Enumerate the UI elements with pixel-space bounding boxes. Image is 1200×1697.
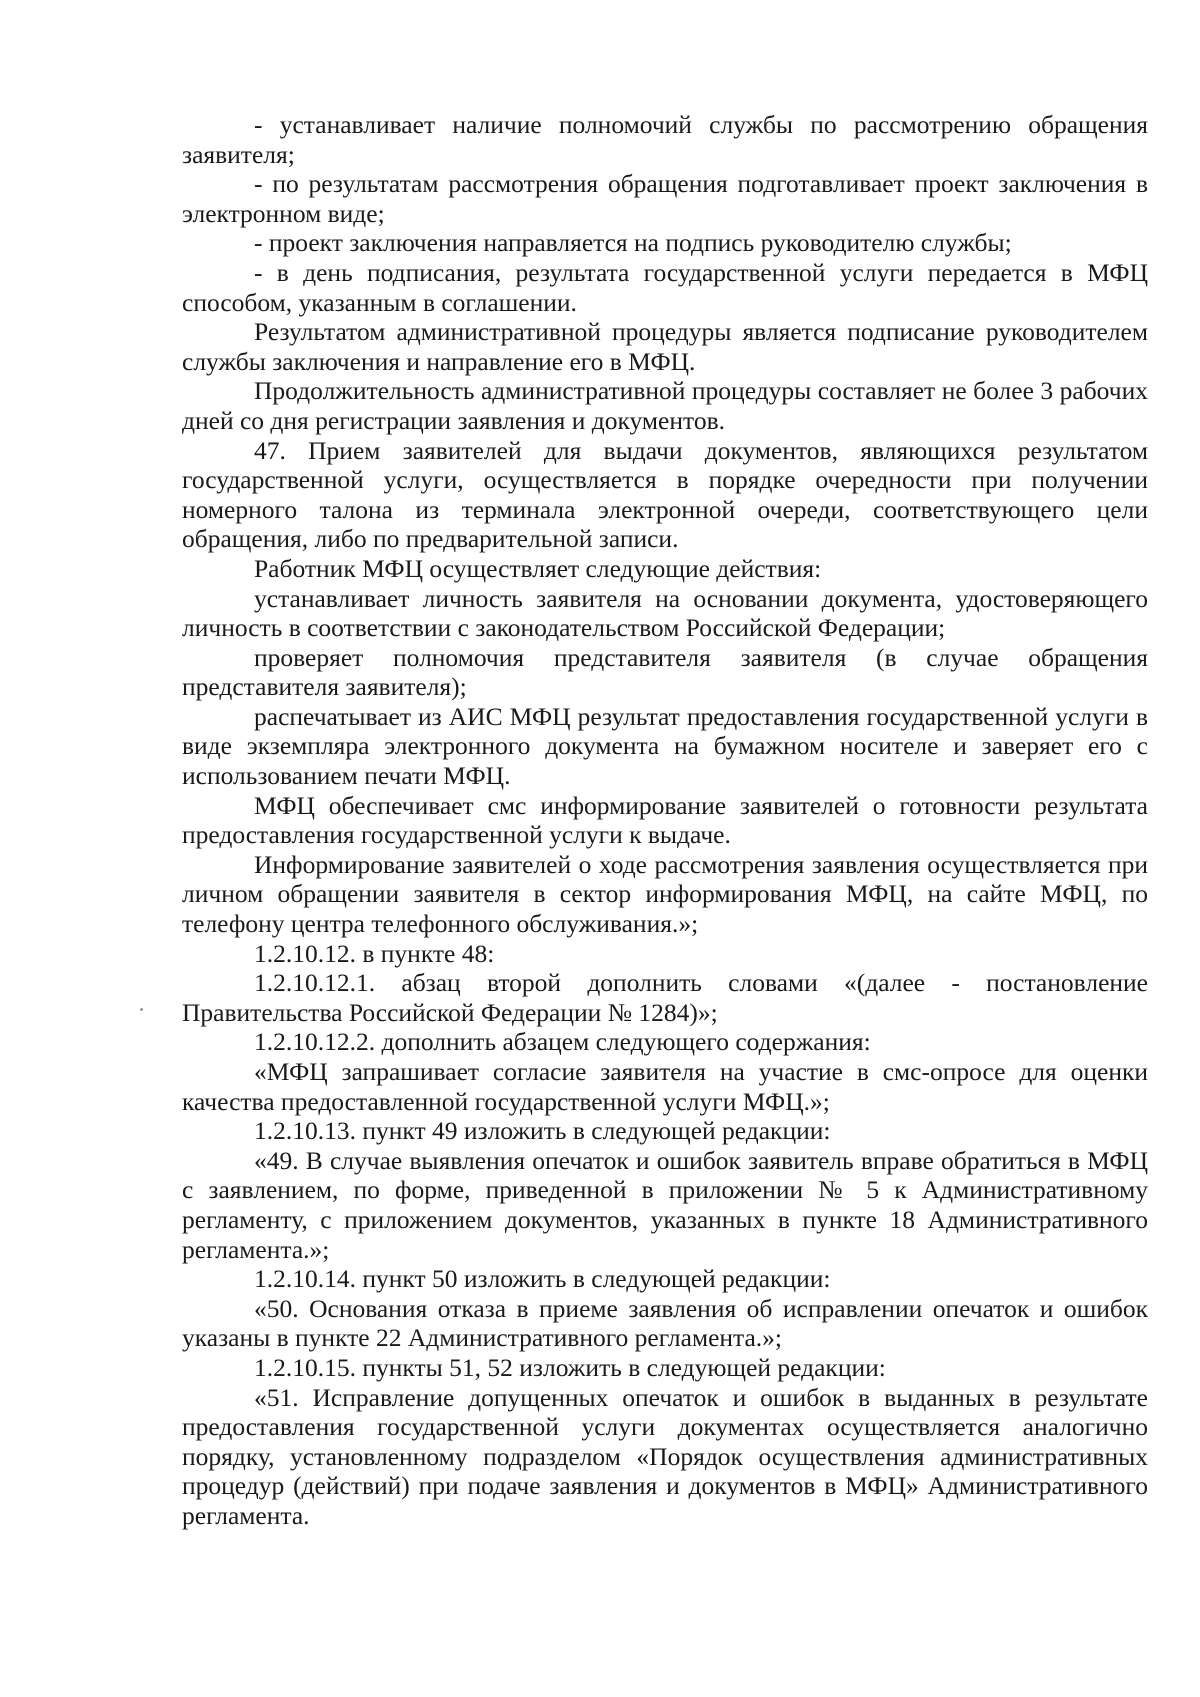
paragraph: - устанавливает наличие полномочий службы по рассмотрению обращения заявителя; — [182, 110, 1148, 169]
paragraph: распечатывает из АИС МФЦ результат предоставления государственной услуги в виде экземпляра электронного документа на бумажном носителе и заверяет его с использованием печати МФЦ. — [182, 701, 1148, 791]
paragraph: 1.2.10.12.1. абзац второй дополнить словами «(далее - постановление Правительства Российской Федерации № 1284)»; — [182, 968, 1148, 1027]
paragraph: - по результатам рассмотрения обращения подготавливает проект заключения в электронном виде; — [182, 169, 1148, 228]
paragraph: 1.2.10.12.2. дополнить абзацем следующего содержания: — [254, 1027, 871, 1057]
paragraph: «51. Исправление допущенных опечаток и ошибок в выданных в результате предоставления государственной услуги документах осуществляется аналогично порядку, установленному подразделом «Порядок осуществления административных процедур (действий) при подаче заявления и документов в МФЦ» Административного регламента. — [182, 1382, 1148, 1530]
document-body — [182, 110, 1148, 1531]
paragraph: - проект заключения направляется на подпись руководителю службы; — [254, 228, 1012, 258]
paragraph: 47. Прием заявителей для выдачи документов, являющихся результатом государственной услуги, осуществляется в порядке очередности при получении номерного талона из терминала электронной очереди, соответствующего цели обращения, либо по предварительной записи. — [182, 435, 1148, 554]
paragraph: Работник МФЦ осуществляет следующие действия: — [254, 553, 822, 583]
paragraph: Результатом административной процедуры является подписание руководителем службы заключения и направление его в МФЦ. — [182, 317, 1148, 376]
paragraph: 1.2.10.14. пункт 50 изложить в следующей редакции: — [254, 1264, 831, 1294]
paragraph: проверяет полномочия представителя заявителя (в случае обращения представителя заявителя); — [182, 642, 1148, 702]
paragraph: 1.2.10.12. в пункте 48: — [254, 938, 495, 968]
paragraph: устанавливает личность заявителя на основании документа, удостоверяющего личность в соответствии с законодательством Российской Федерации; — [182, 583, 1148, 643]
paragraph: 1.2.10.15. пункты 51, 52 изложить в следующей редакции: — [254, 1352, 886, 1382]
paragraph: 1.2.10.13. пункт 49 изложить в следующей редакции: — [254, 1116, 831, 1146]
paragraph: Информирование заявителей о ходе рассмотрения заявления осуществляется при личном обращении заявителя в сектор информирования МФЦ, на сайте МФЦ, по телефону центра телефонного обслуживания.»; — [182, 849, 1148, 939]
paragraph: МФЦ обеспечивает смс информирование заявителей о готовности результата предоставления государственной услуги к выдаче. — [182, 790, 1148, 850]
paragraph: «49. В случае выявления опечаток и ошибок заявитель вправе обратиться в МФЦ с заявлением, по форме, приведенной в приложении № 5 к Административному регламенту, с приложением документов, указанных в пункте 18 Административного регламента.»; — [182, 1145, 1148, 1264]
paragraph: Продолжительность административной процедуры составляет не более 3 рабочих дней со дня регистрации заявления и документов. — [182, 376, 1148, 435]
paragraph: «50. Основания отказа в приеме заявления об исправлении опечаток и ошибок указаны в пункте 22 Административного регламента.»; — [182, 1293, 1148, 1353]
paragraph: «МФЦ запрашивает согласие заявителя на участие в смс-опросе для оценки качества предоставленной государственной услуги МФЦ.»; — [182, 1057, 1148, 1116]
paragraph: - в день подписания, результата государственной услуги передается в МФЦ способом, указанным в соглашении. — [182, 257, 1148, 317]
scan-dot-mark — [140, 1008, 143, 1011]
